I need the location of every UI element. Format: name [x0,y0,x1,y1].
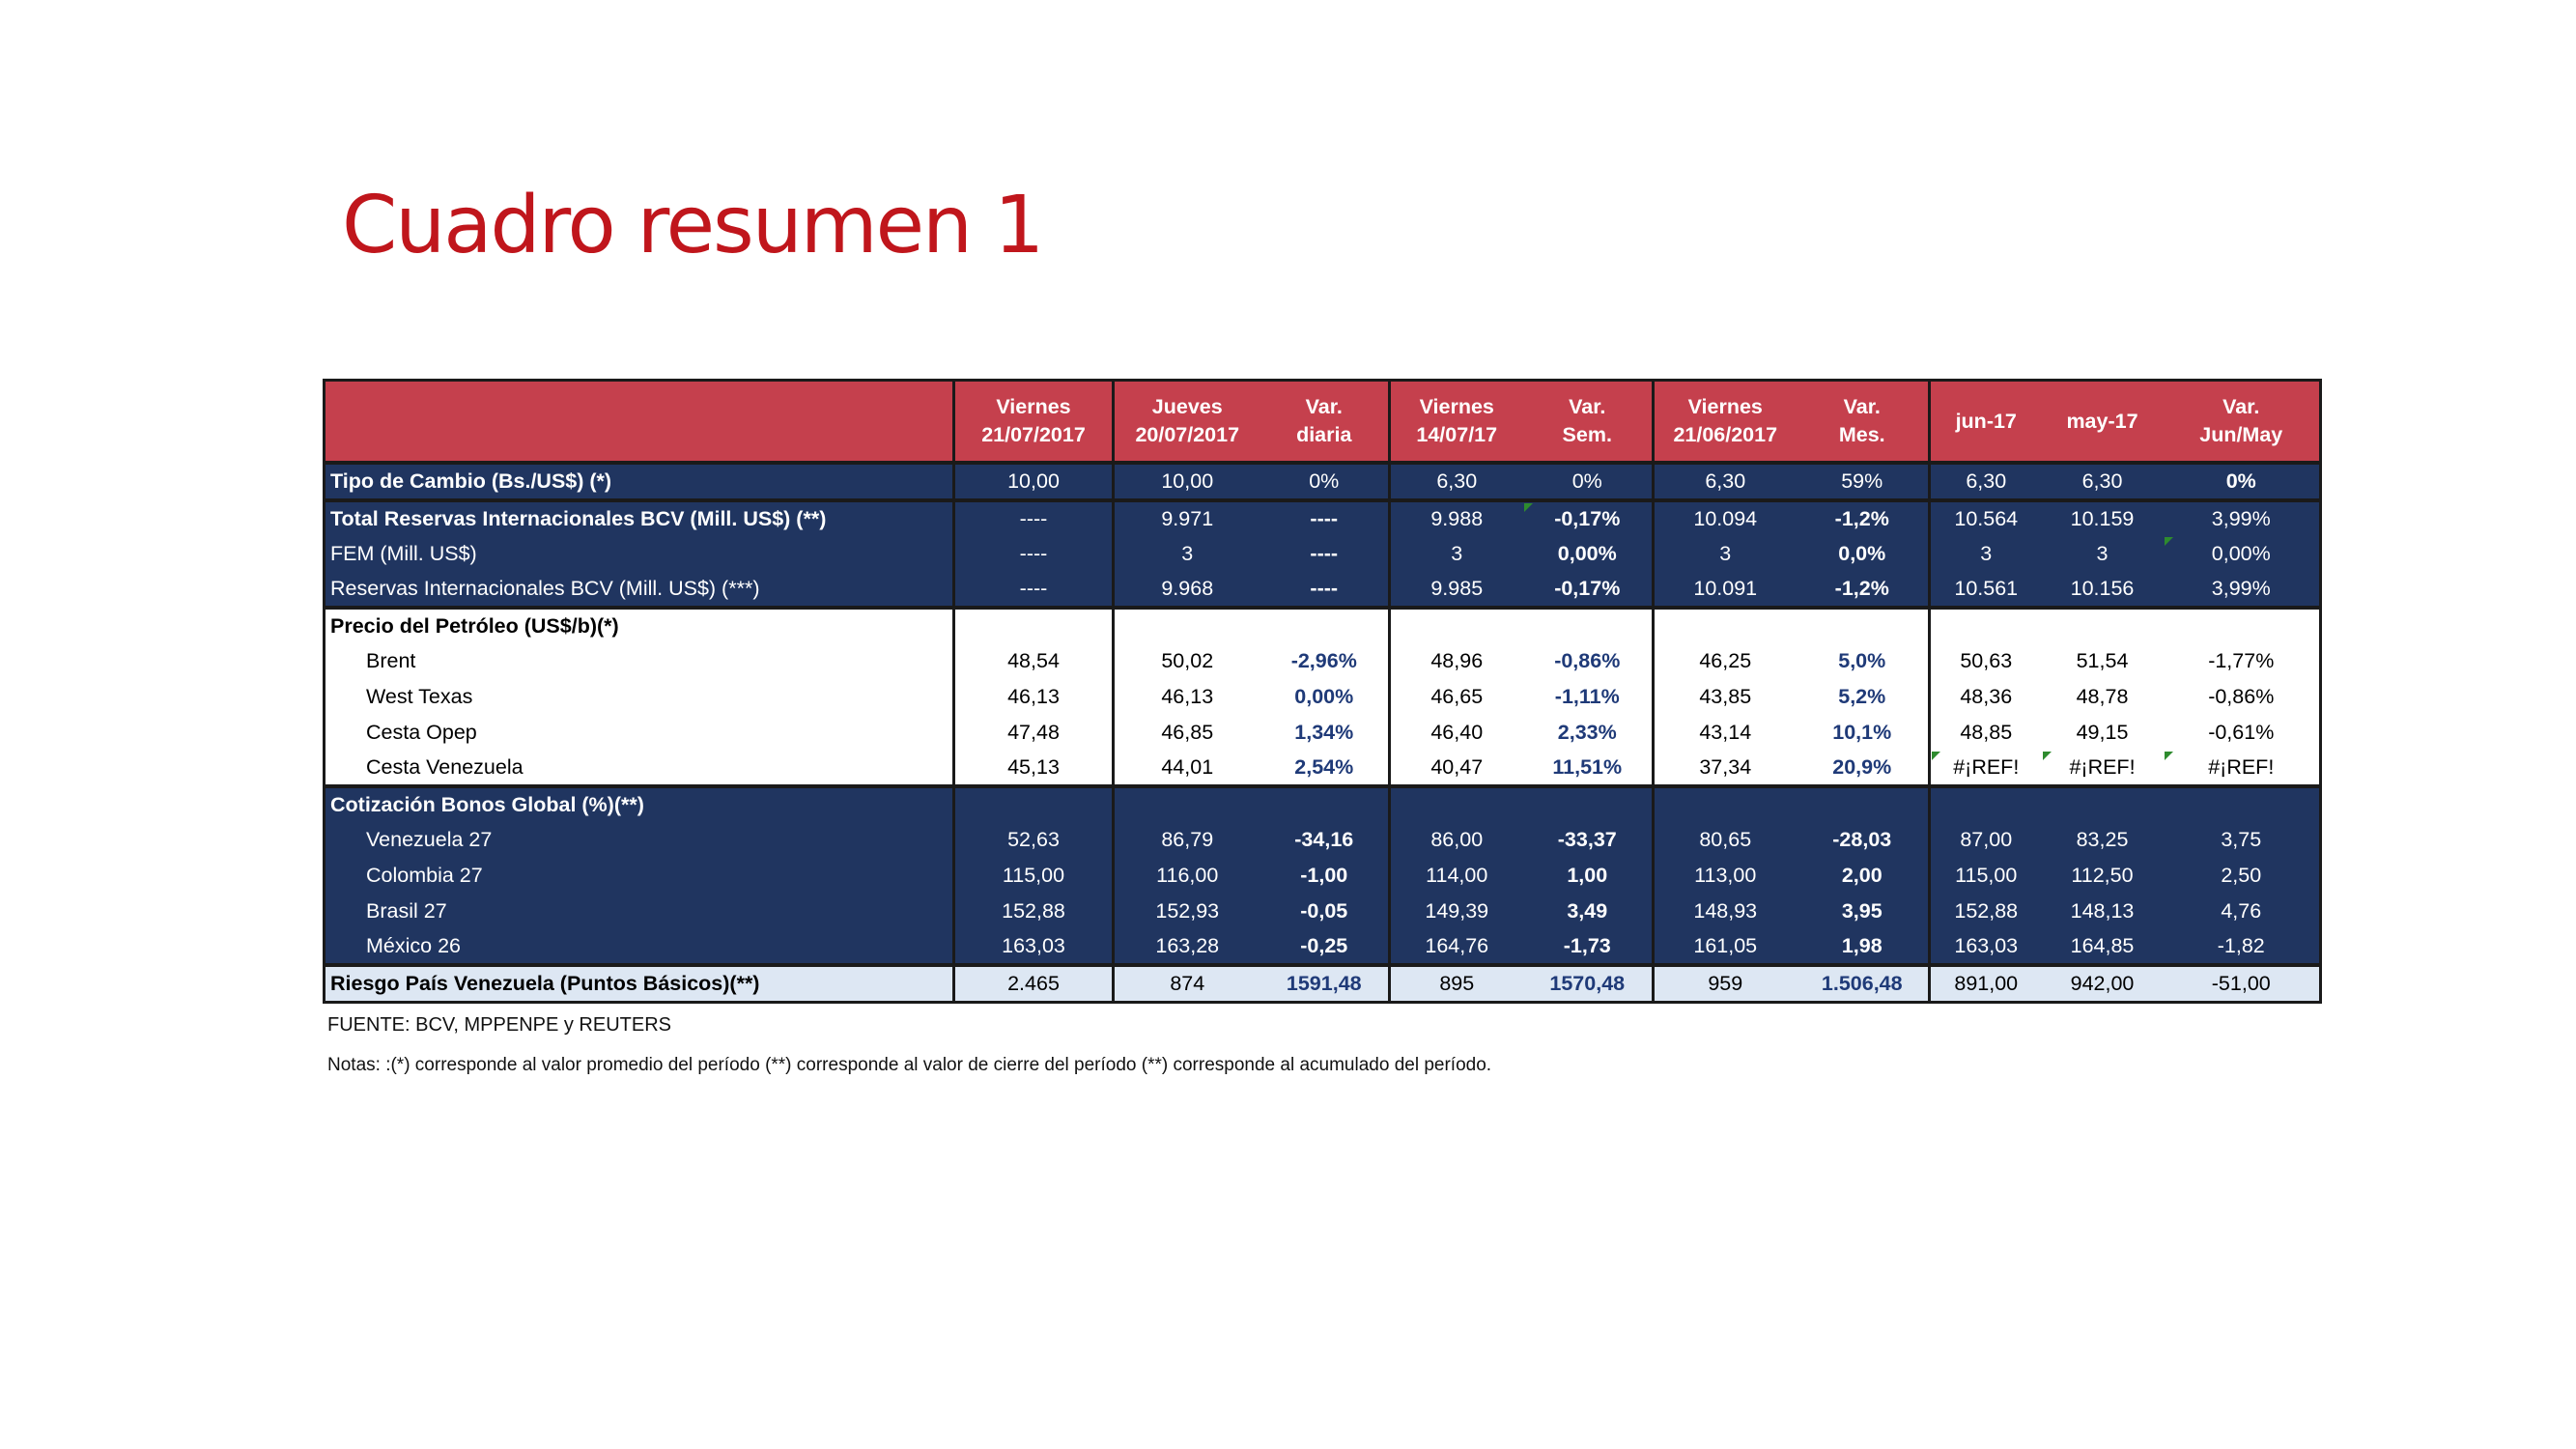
cell: 83,25 [2042,822,2164,858]
cell: 20,9% [1797,751,1930,786]
cell: 9.968 [1114,572,1260,608]
header-col-9: may-17 [2042,381,2164,464]
cell: ---- [954,572,1114,608]
cell: 114,00 [1390,858,1523,894]
cell: 161,05 [1654,929,1797,965]
row-label: Venezuela 27 [325,822,954,858]
row-label: Tipo de Cambio (Bs./US$) (*) [325,463,954,500]
cell: 86,00 [1390,822,1523,858]
cell: 0% [1523,463,1654,500]
cell: -1,82 [2164,929,2321,965]
cell: -51,00 [2164,965,2321,1003]
cell: 1,98 [1797,929,1930,965]
cell: 48,54 [954,643,1114,679]
cell: -33,37 [1523,822,1654,858]
cell: -0,25 [1260,929,1390,965]
cell: 10.091 [1654,572,1797,608]
table-row [325,463,2321,500]
cell: 10.564 [1930,500,2042,536]
cell: 164,76 [1390,929,1523,965]
cell: ---- [954,536,1114,572]
cell: 3 [1114,536,1260,572]
cell: 9.988 [1390,500,1523,536]
row-label: Brasil 27 [325,894,954,929]
cell: 47,48 [954,715,1114,751]
row-label: México 26 [325,929,954,965]
section-label: Cotización Bonos Global (%)(**) [325,786,954,822]
header-col-6: Viernes 21/06/2017 [1654,381,1797,464]
cell: 1,00 [1523,858,1654,894]
cell: 86,79 [1114,822,1260,858]
cell: ---- [954,500,1114,536]
table-row [325,751,2321,786]
row-label: Cesta Venezuela [325,751,954,786]
header-row [325,381,2321,464]
table-row [325,929,2321,965]
cell: 50,02 [1114,643,1260,679]
cell: 0,00% [1260,679,1390,715]
cell: 959 [1654,965,1797,1003]
cell: -1,2% [1797,500,1930,536]
row-label: Riesgo País Venezuela (Puntos Básicos)(**) [325,965,954,1003]
cell: 10.094 [1654,500,1797,536]
cell: 0,0% [1797,536,1930,572]
header-col-8: jun-17 [1930,381,2042,464]
table-row [325,643,2321,679]
cell: 3,99% [2164,572,2321,608]
cell: 0% [2164,463,2321,500]
cell: 874 [1114,965,1260,1003]
cell: -1,00 [1260,858,1390,894]
cell: -1,11% [1523,679,1654,715]
cell: 46,13 [1114,679,1260,715]
cell: 48,96 [1390,643,1523,679]
cell: 163,03 [954,929,1114,965]
cell: 163,03 [1930,929,2042,965]
cell: #¡REF! [2042,751,2164,786]
cell: 59% [1797,463,1930,500]
cell: 6,30 [2042,463,2164,500]
cell: 6,30 [1654,463,1797,500]
cell: 52,63 [954,822,1114,858]
cell: 46,85 [1114,715,1260,751]
cell: 48,36 [1930,679,2042,715]
cell: -1,77% [2164,643,2321,679]
row-label: Reservas Internacionales BCV (Mill. US$) (***) [325,572,954,608]
cell: 10,1% [1797,715,1930,751]
cell: 942,00 [2042,965,2164,1003]
cell: 6,30 [1930,463,2042,500]
footnote: Notas: :(*) corresponde al valor promedio del período (**) corresponde al valor de cierre del período (**) corresponde al acumulado del período. [327,1055,1492,1075]
cell: #¡REF! [1930,751,2042,786]
cell: 9.971 [1114,500,1260,536]
source-note: FUENTE: BCV, MPPENPE y REUTERS [327,1014,671,1036]
cell: -0,17% [1523,500,1654,536]
section-row [325,608,2321,643]
cell: 46,13 [954,679,1114,715]
table-row [325,858,2321,894]
cell: 2,33% [1523,715,1654,751]
header-label-cell [325,381,954,464]
table-row [325,536,2321,572]
cell: 3 [1930,536,2042,572]
table-row [325,715,2321,751]
cell: 2,54% [1260,751,1390,786]
cell: 115,00 [954,858,1114,894]
cell: 49,15 [2042,715,2164,751]
cell: 115,00 [1930,858,2042,894]
cell: -2,96% [1260,643,1390,679]
header-col-3: Var. diaria [1260,381,1390,464]
cell: 87,00 [1930,822,2042,858]
cell: 46,40 [1390,715,1523,751]
cell: -0,61% [2164,715,2321,751]
cell: 5,2% [1797,679,1930,715]
header-col-1: Viernes 21/07/2017 [954,381,1114,464]
cell: ---- [1260,572,1390,608]
row-label: Cesta Opep [325,715,954,751]
cell: 152,88 [1930,894,2042,929]
header-col-2: Jueves 20/07/2017 [1114,381,1260,464]
cell: 3,75 [2164,822,2321,858]
cell: -0,86% [1523,643,1654,679]
cell: 51,54 [2042,643,2164,679]
cell: 48,78 [2042,679,2164,715]
header-col-10: Var. Jun/May [2164,381,2321,464]
cell: 3 [1654,536,1797,572]
cell: 45,13 [954,751,1114,786]
cell: 44,01 [1114,751,1260,786]
cell: 46,65 [1390,679,1523,715]
cell: 80,65 [1654,822,1797,858]
cell: 6,30 [1390,463,1523,500]
cell: 43,14 [1654,715,1797,751]
cell: 48,85 [1930,715,2042,751]
cell: 4,76 [2164,894,2321,929]
cell: 10,00 [954,463,1114,500]
table-row [325,965,2321,1003]
cell: 152,88 [954,894,1114,929]
cell: 37,34 [1654,751,1797,786]
cell: 149,39 [1390,894,1523,929]
cell: 3,99% [2164,500,2321,536]
cell: 116,00 [1114,858,1260,894]
cell: 46,25 [1654,643,1797,679]
cell: 2,00 [1797,858,1930,894]
cell: 152,93 [1114,894,1260,929]
cell: 2.465 [954,965,1114,1003]
cell: 1,34% [1260,715,1390,751]
cell: 11,51% [1523,751,1654,786]
cell: 112,50 [2042,858,2164,894]
cell: -0,05 [1260,894,1390,929]
cell: 3 [2042,536,2164,572]
table-row [325,679,2321,715]
cell: 1591,48 [1260,965,1390,1003]
row-label: Brent [325,643,954,679]
cell: 10.561 [1930,572,2042,608]
cell: 10.159 [2042,500,2164,536]
header-col-7: Var. Mes. [1797,381,1930,464]
row-label: Colombia 27 [325,858,954,894]
table-row [325,894,2321,929]
cell: 0,00% [2164,536,2321,572]
cell: 50,63 [1930,643,2042,679]
cell: 1570,48 [1523,965,1654,1003]
cell: 10,00 [1114,463,1260,500]
cell: 3 [1390,536,1523,572]
summary-table [323,379,2322,1004]
header-col-4: Viernes 14/07/17 [1390,381,1523,464]
cell: ---- [1260,500,1390,536]
cell: -1,2% [1797,572,1930,608]
cell: 895 [1390,965,1523,1003]
cell: 891,00 [1930,965,2042,1003]
cell: 43,85 [1654,679,1797,715]
cell: 2,50 [2164,858,2321,894]
section-label: Precio del Petróleo (US$/b)(*) [325,608,954,643]
cell: #¡REF! [2164,751,2321,786]
cell: 148,13 [2042,894,2164,929]
cell: 3,49 [1523,894,1654,929]
cell: 40,47 [1390,751,1523,786]
header-col-5: Var. Sem. [1523,381,1654,464]
cell: -28,03 [1797,822,1930,858]
cell: 10.156 [2042,572,2164,608]
cell: 9.985 [1390,572,1523,608]
cell: 1.506,48 [1797,965,1930,1003]
cell: -0,17% [1523,572,1654,608]
table-row [325,500,2321,536]
cell: 164,85 [2042,929,2164,965]
cell: -34,16 [1260,822,1390,858]
cell: 5,0% [1797,643,1930,679]
cell: 3,95 [1797,894,1930,929]
table-row [325,822,2321,858]
cell: 113,00 [1654,858,1797,894]
table-row [325,572,2321,608]
row-label: FEM (Mill. US$) [325,536,954,572]
slide-title: Cuadro resumen 1 [342,180,1043,271]
cell: 0% [1260,463,1390,500]
section-row [325,786,2321,822]
row-label: Total Reservas Internacionales BCV (Mill. US$) (**) [325,500,954,536]
cell: ---- [1260,536,1390,572]
cell: -1,73 [1523,929,1654,965]
cell: 163,28 [1114,929,1260,965]
cell: -0,86% [2164,679,2321,715]
row-label: West Texas [325,679,954,715]
cell: 148,93 [1654,894,1797,929]
cell: 0,00% [1523,536,1654,572]
